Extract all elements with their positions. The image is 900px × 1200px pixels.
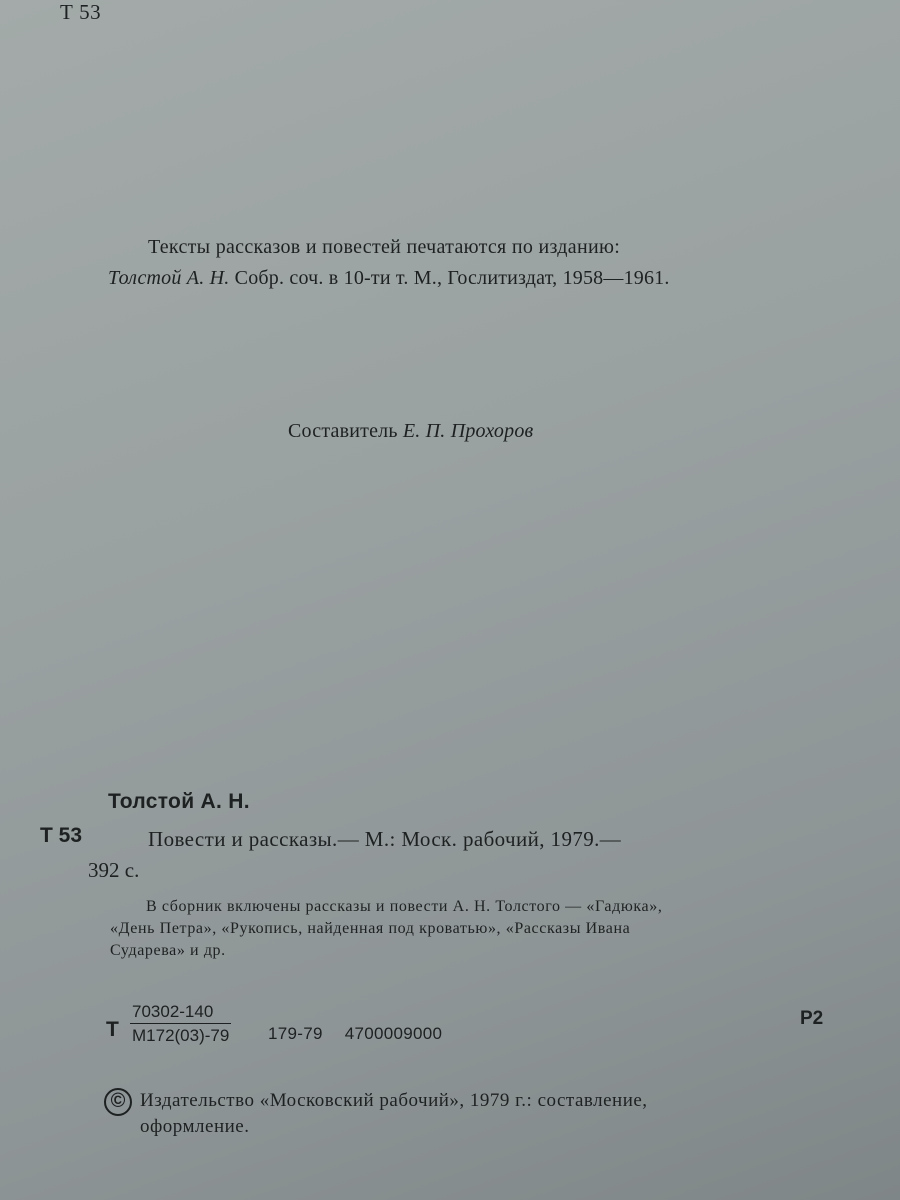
compiler-name: Е. П. Прохоров bbox=[402, 420, 534, 442]
index-code-b: 4700009000 bbox=[344, 1024, 443, 1043]
corner-call-number: Т 53 bbox=[60, 0, 102, 24]
index-letter: Т bbox=[106, 1018, 119, 1041]
annotation-line: Сударева» и др. bbox=[110, 942, 226, 959]
section-code: Р2 bbox=[800, 1008, 824, 1029]
index-numerator: 70302-140 bbox=[130, 1002, 231, 1024]
index-codes bbox=[268, 1024, 442, 1044]
catalog-author: Толстой А. Н. bbox=[108, 790, 250, 813]
catalog-bibliographic-entry bbox=[88, 824, 622, 886]
annotation-line: В сборник включены рассказы и повести А. Н. Толстого — «Гадюка», bbox=[146, 898, 663, 915]
copyright-line1: Издательство «Московский рабочий», 1979 г.: составление, bbox=[140, 1090, 648, 1111]
index-fraction bbox=[130, 1002, 231, 1046]
copyright-icon: © bbox=[104, 1088, 132, 1116]
copyright-line2: оформление. bbox=[140, 1116, 250, 1137]
catalog-pages-line: 392 с. bbox=[88, 858, 140, 882]
catalog-call-number: Т 53 bbox=[40, 824, 83, 847]
catalog-annotation bbox=[110, 896, 830, 962]
source-edition-note bbox=[108, 232, 768, 294]
source-note-details: Собр. соч. в 10-ти т. М., Гослитиздат, 1958—1961. bbox=[229, 267, 670, 289]
compiler-credit bbox=[288, 420, 533, 443]
catalog-title-line: Повести и рассказы.— М.: Моск. рабочий, 1979.— bbox=[148, 827, 622, 851]
index-denominator: М172(03)-79 bbox=[132, 1026, 230, 1045]
copyright-notice bbox=[140, 1088, 648, 1140]
compiler-label: Составитель bbox=[288, 420, 403, 442]
source-note-line1: Тексты рассказов и повестей печатаются по изданию: bbox=[148, 236, 621, 258]
index-code-a: 179-79 bbox=[268, 1024, 323, 1043]
annotation-line: «День Петра», «Рукопись, найденная под кроватью», «Рассказы Ивана bbox=[110, 920, 631, 937]
source-note-author: Толстой А. Н. bbox=[108, 267, 230, 289]
source-note-line2 bbox=[108, 263, 768, 294]
